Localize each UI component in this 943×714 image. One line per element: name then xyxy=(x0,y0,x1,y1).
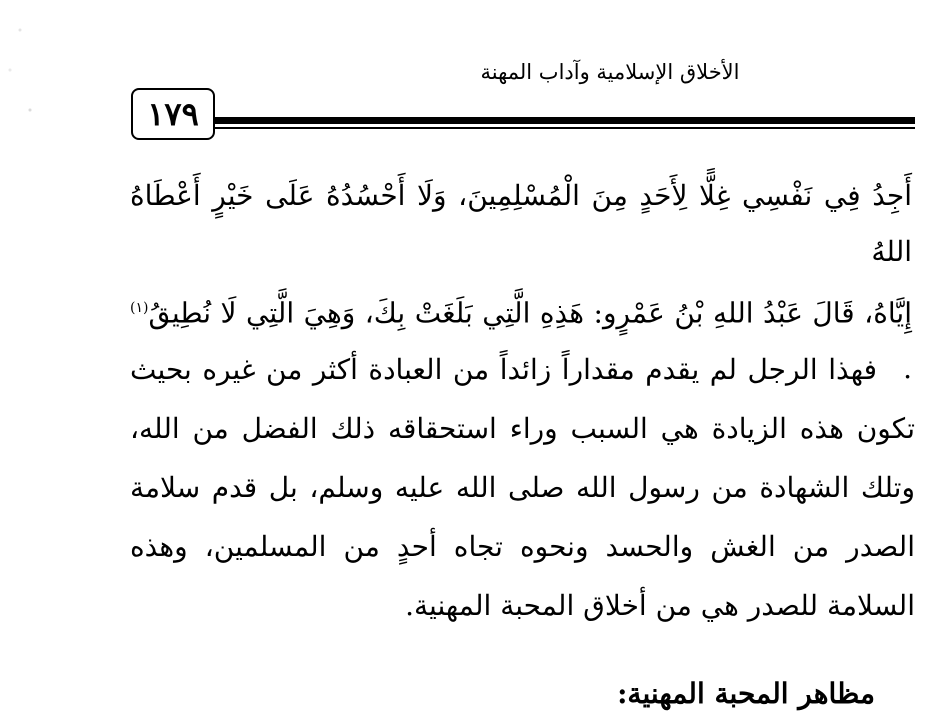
scan-noise xyxy=(0,0,50,702)
paragraph-text: فهذا الرجل لم يقدم مقداراً زائداً من العبادة أكثر من غيره بحيث تكون هذه الزيادة هي السبب وراء استحقاقه ذلك الفضل من الله، وتلك الشهادة من رسول الله صلى الله عليه وسلم، بل قدم سلامة الصدر من الغش والحسد ونحوه تجاه أحدٍ من المسلمين، وهذه السلامة للصدر هي من أخلاق المحبة المهنية. xyxy=(130,353,915,622)
header-rule-thick xyxy=(210,117,915,124)
footnote-marker: (١) xyxy=(130,300,149,316)
header-rule-thin xyxy=(210,127,915,129)
quote-end-mark: . xyxy=(903,352,912,386)
running-header-title: الأخلاق الإسلامية وآداب المهنة xyxy=(480,60,740,84)
page-number: ١٧٩ xyxy=(147,95,199,133)
page-number-box xyxy=(131,88,215,140)
section-heading-partial: مظاهر المحبة المهنية: xyxy=(617,677,875,710)
quote-line-2-text: إِيَّاهُ، قَالَ عَبْدُ اللهِ بْنُ عَمْرٍو: هَذِهِ الَّتِي بَلَغَتْ بِكَ، وَهِيَ الَّتِي لَا نُطِيقُ xyxy=(148,296,912,330)
quote-line-1: أَجِدُ فِي نَفْسِي غِلًّا لِأَحَدٍ مِنَ الْمُسْلِمِينَ، وَلَا أَحْسُدُهُ عَلَى خَيْرٍ أَعْطَاهُ اللهُ xyxy=(130,179,912,268)
body-paragraph xyxy=(130,340,915,635)
